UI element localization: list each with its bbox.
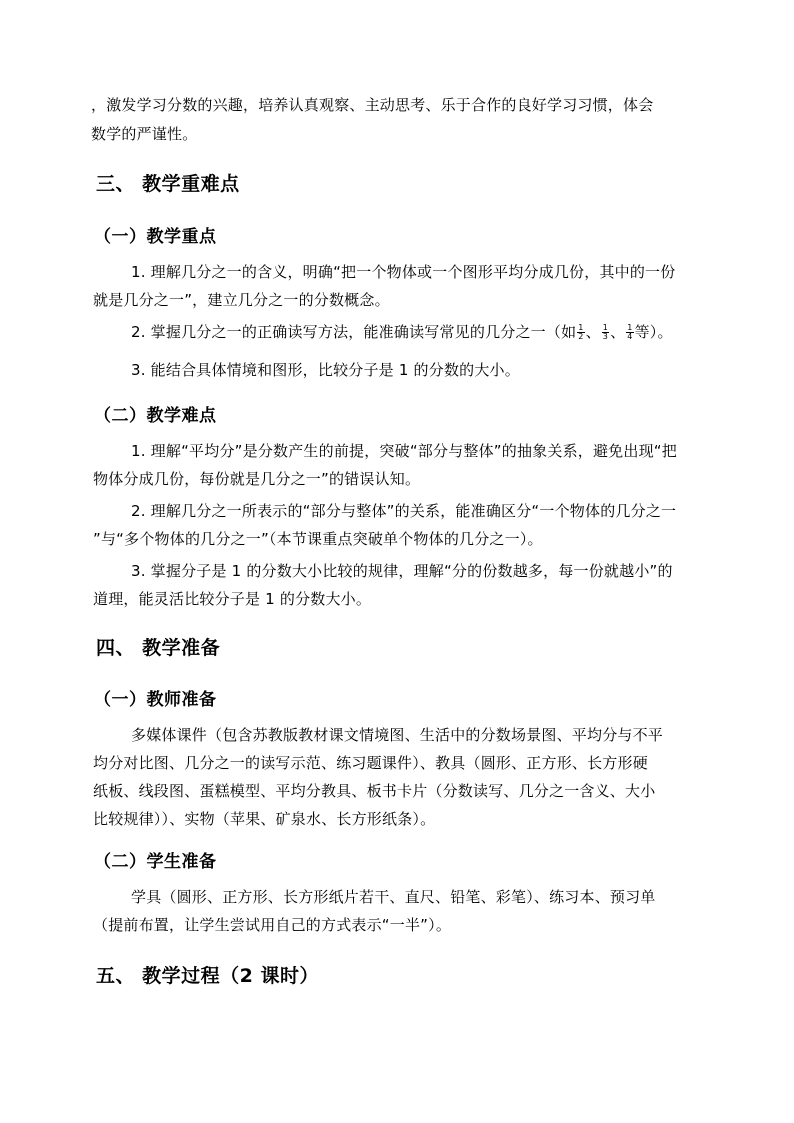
difficulty-3-line-2: 道理，能灵活比较分子是 1 的分数大小。	[93, 590, 372, 608]
fraction-one-third: $\frac{1}{3}$	[602, 323, 609, 341]
difficulty-3-line-1: 3. 掌握分子是 1 的分数大小比较的规律，理解“分的份数越多，每一份就越小”的	[131, 562, 673, 580]
section-4-heading: 四、 教学准备	[96, 637, 221, 659]
difficulty-1-line-2: 物体分成几份，每份就是几分之一”的错误认知。	[93, 470, 421, 488]
intro-line-1: ，激发学习分数的兴趣，培养认真观察、主动思考、乐于合作的良好学习习惯，体会	[91, 96, 654, 114]
student-prep-line-1: 学具（圆形、正方形、长方形纸片若干、直尺、铅笔、彩笔）、练习本、预习单	[131, 888, 656, 906]
key-point-2: 2. 掌握几分之一的正确读写方法，能准确读写常见的几分之一（如 $\frac{1}{2}$ 、 $\frac{1}{3}$ 、 $\frac{1}{4}$ 等）。	[131, 323, 673, 341]
subsection-difficulties-heading: （二）教学难点	[94, 406, 217, 426]
key-point-2-text: 2. 掌握几分之一的正确读写方法，能准确读写常见的几分之一（如	[131, 323, 577, 341]
intro-line-2: 数学的严谨性。	[91, 125, 198, 143]
key-point-2-end: 等）。	[634, 323, 673, 341]
difficulty-2-line-1: 2. 理解几分之一所表示的“部分与整体”的关系，能准确区分“一个物体的几分之一	[131, 502, 677, 520]
key-point-1-line-2: 就是几分之一”，建立几分之一的分数概念。	[93, 291, 390, 309]
difficulty-2-line-2: ”与“多个物体的几分之一”（本节课重点突破单个物体的几分之一）。	[93, 530, 543, 548]
teacher-prep-line-3: 纸板、线段图、蛋糕模型、平均分教具、板书卡片（分数读写、几分之一含义、大小	[93, 782, 656, 800]
section-3-heading: 三、 教学重难点	[96, 173, 240, 195]
teacher-prep-line-1: 多媒体课件（包含苏教版教材课文情境图、生活中的分数场景图、平均分与不平	[131, 726, 664, 744]
subsection-student-prep-heading: （二）学生准备	[94, 852, 217, 872]
teacher-prep-line-4: 比较规律））、实物（苹果、矿泉水、长方形纸条）。	[93, 810, 436, 828]
fraction-one-quarter: $\frac{1}{4}$	[627, 323, 633, 341]
subsection-teacher-prep-heading: （一）教师准备	[94, 690, 217, 710]
teacher-prep-line-2: 均分对比图、几分之一的读写示范、练习题课件）、教具（圆形、正方形、长方形硬	[93, 754, 648, 772]
difficulty-1-line-1: 1. 理解“平均分”是分数产生的前提，突破“部分与整体”的抽象关系，避免出现“把	[131, 442, 677, 460]
fraction-one-half: $\frac{1}{2}$	[578, 323, 584, 341]
student-prep-line-2: （提前布置，让学生尝试用自己的方式表示“一半”）。	[93, 916, 452, 934]
section-5-heading: 五、 教学过程（2 课时）	[96, 965, 319, 987]
key-point-1-line-1: 1. 理解几分之一的含义，明确“把一个物体或一个图形平均分成几份，其中的一份	[131, 263, 676, 281]
subsection-key-points-heading: （一）教学重点	[94, 227, 217, 247]
key-point-3: 3. 能结合具体情境和图形，比较分子是 1 的分数的大小。	[131, 361, 520, 379]
